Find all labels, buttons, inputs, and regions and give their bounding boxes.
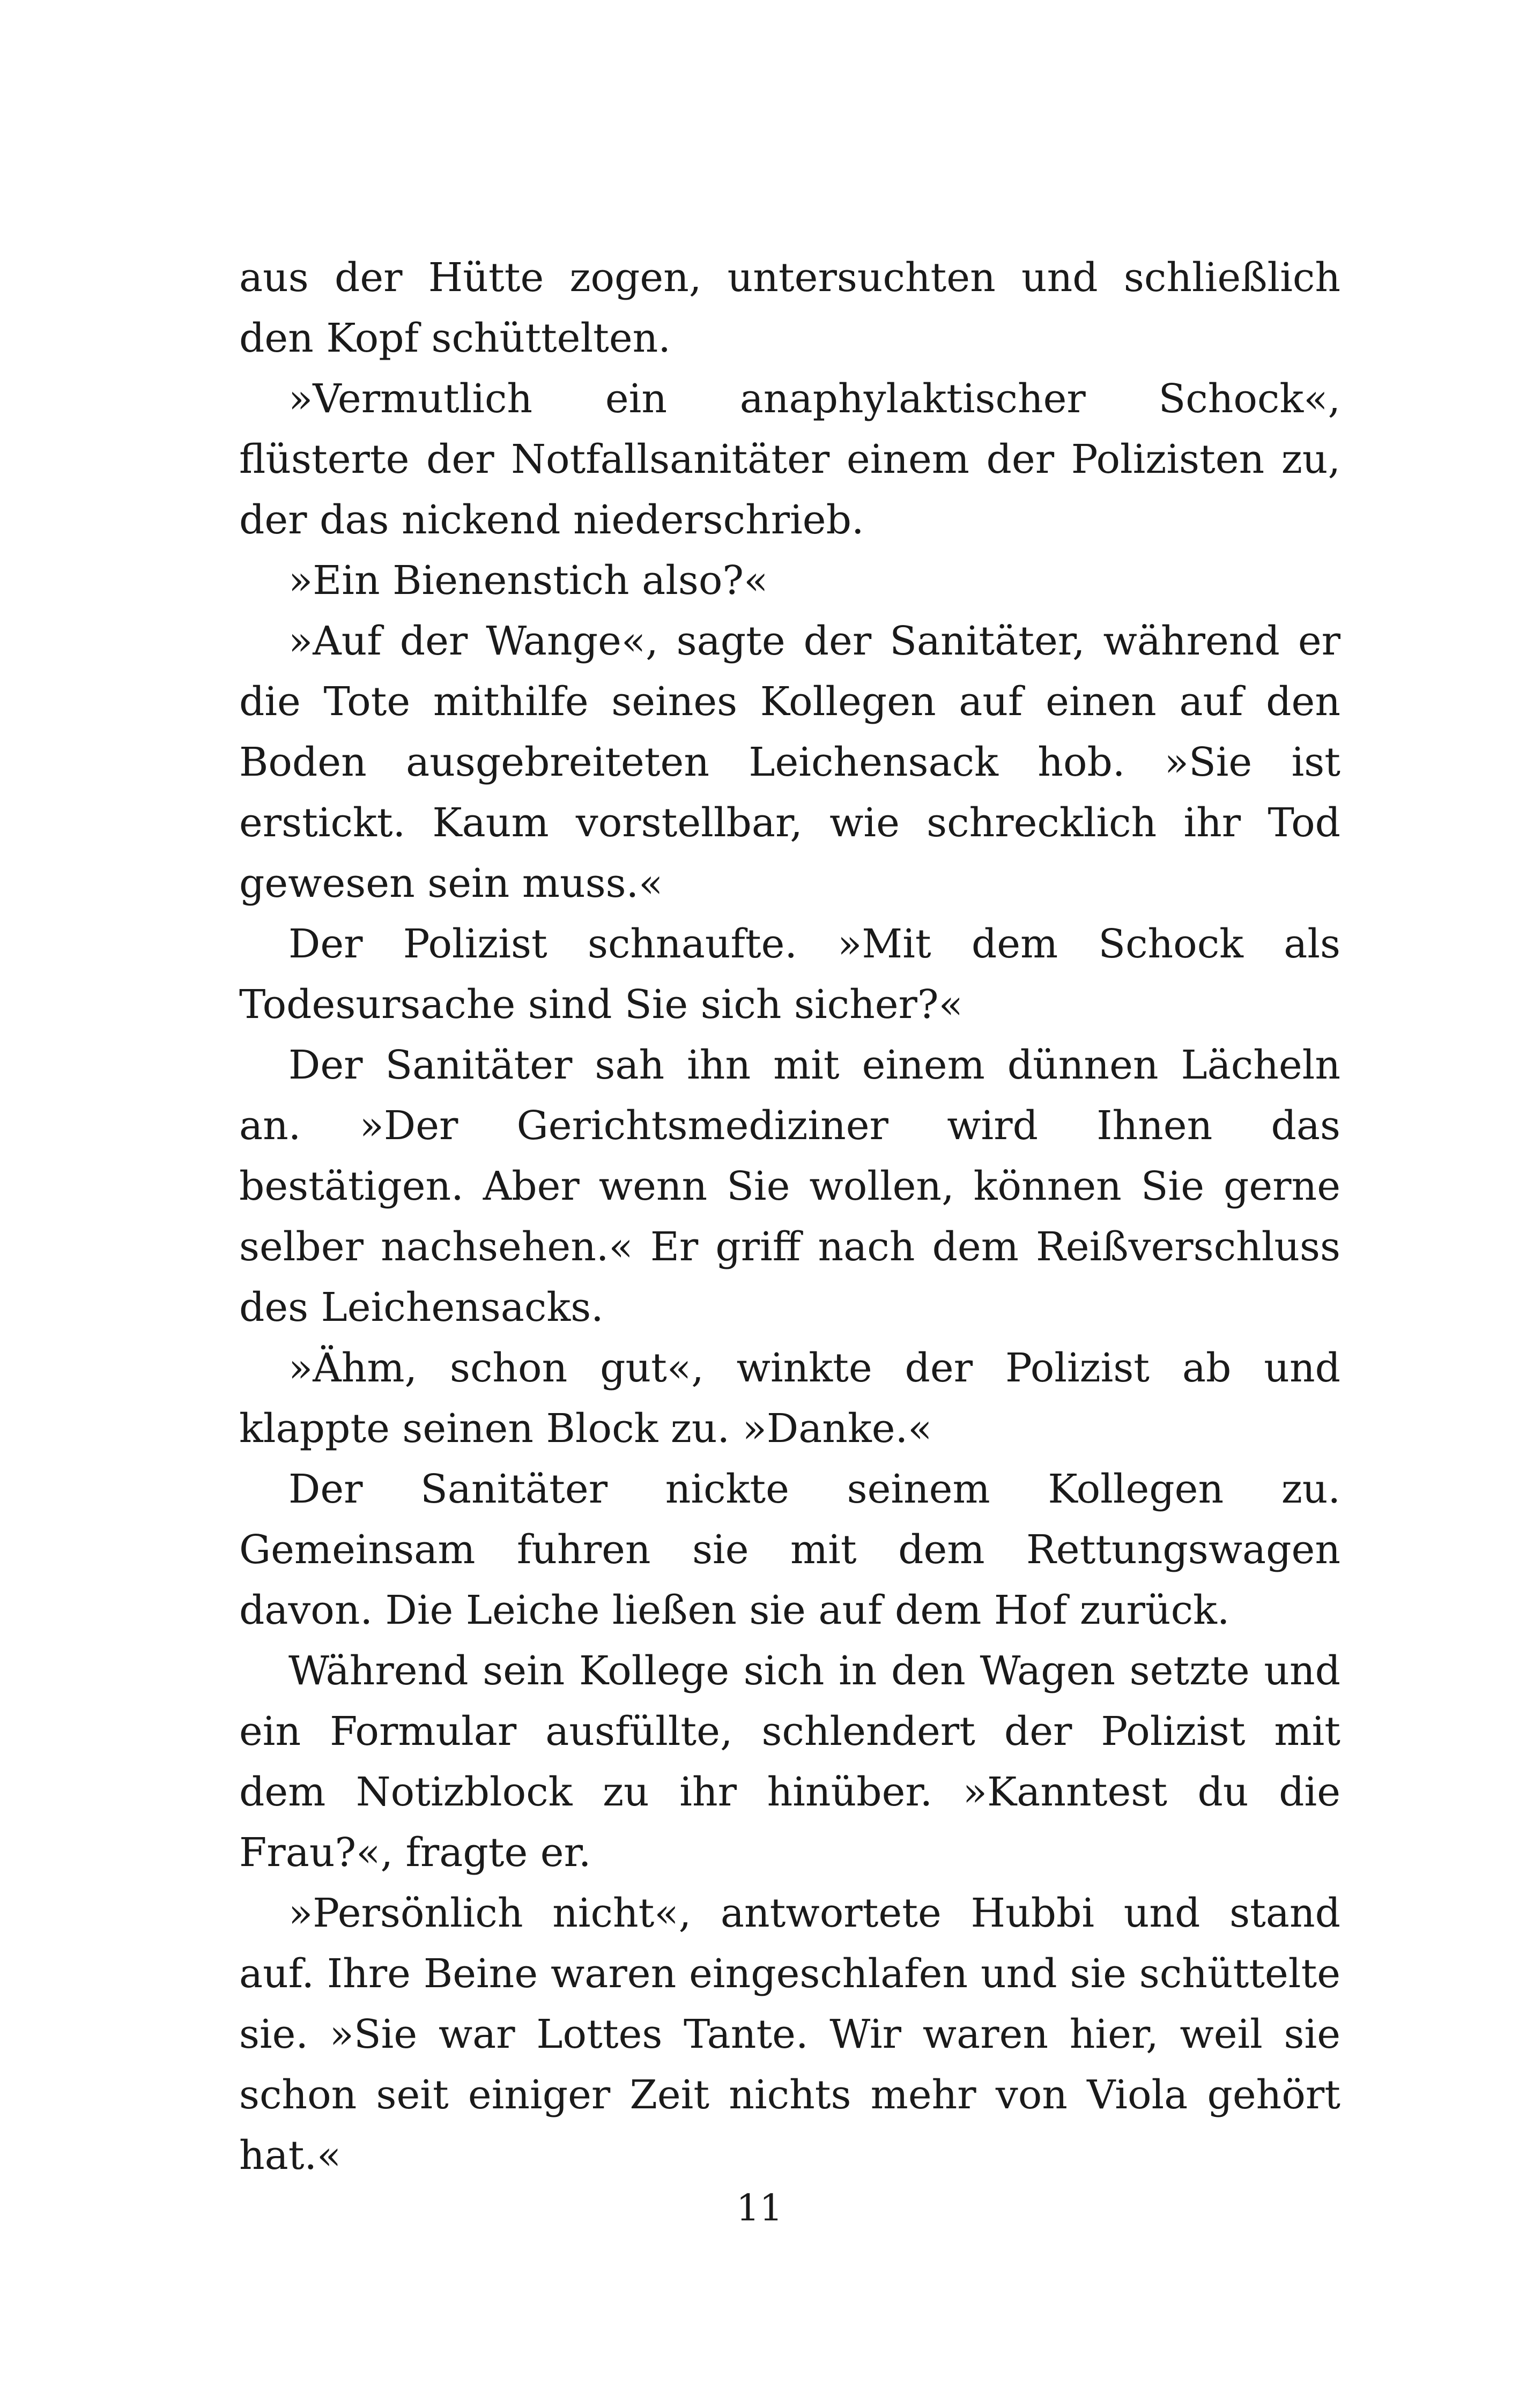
- paragraph: Der Polizist schnaufte. »Mit dem Schock als Todesursache sind Sie sich sicher?«: [239, 921, 1340, 1028]
- paragraph: »Ähm, schon gut«, winkte der Polizist ab und klappte seinen Block zu. »Danke.«: [239, 1345, 1340, 1452]
- paragraph: »Vermutlich ein anaphylaktischer Schock«, flüsterte der Notfallsanitäter einem der Polizisten zu, der das nickend niederschrieb.: [239, 376, 1340, 543]
- paragraph: Der Sanitäter sah ihn mit einem dünnen Lächeln an. »Der Gerichtsmediziner wird Ihnen das bestätigen. Aber wenn Sie wollen, können Sie gerne selber nachsehen.« Er griff nach dem Reißverschluss des Leichensacks.: [239, 1042, 1340, 1331]
- body-text: [239, 248, 1340, 2186]
- paragraph: aus der Hütte zogen, untersuchten und schließlich den Kopf schüttelten.: [239, 255, 1340, 361]
- paragraph: Der Sanitäter nickte seinem Kollegen zu. Gemeinsam fuhren sie mit dem Rettungswagen davon. Die Leiche ließen sie auf dem Hof zurück.: [239, 1466, 1340, 1633]
- paragraph: Während sein Kollege sich in den Wagen setzte und ein Formular ausfüllte, schlendert der Polizist mit dem Notizblock zu ihr hinüber. »Kanntest du die Frau?«, fragte er.: [239, 1648, 1340, 1876]
- page-number: 11: [736, 2187, 783, 2229]
- paragraph: »Ein Bienenstich also?«: [288, 558, 768, 604]
- paragraph: »Auf der Wange«, sagte der Sanitäter, während er die Tote mithilfe seines Kollegen auf einen auf den Boden ausgebreiteten Leichensack hob. »Sie ist erstickt. Kaum vorstellbar, wie schrecklich ihr Tod gewesen sein muss.«: [239, 618, 1340, 906]
- paragraph: »Persönlich nicht«, antwortete Hubbi und stand auf. Ihre Beine waren eingeschlafen und sie schüttelte sie. »Sie war Lottes Tante. Wir waren hier, weil sie schon seit einiger Zeit nichts mehr von Viola gehört hat.«: [239, 1890, 1340, 2179]
